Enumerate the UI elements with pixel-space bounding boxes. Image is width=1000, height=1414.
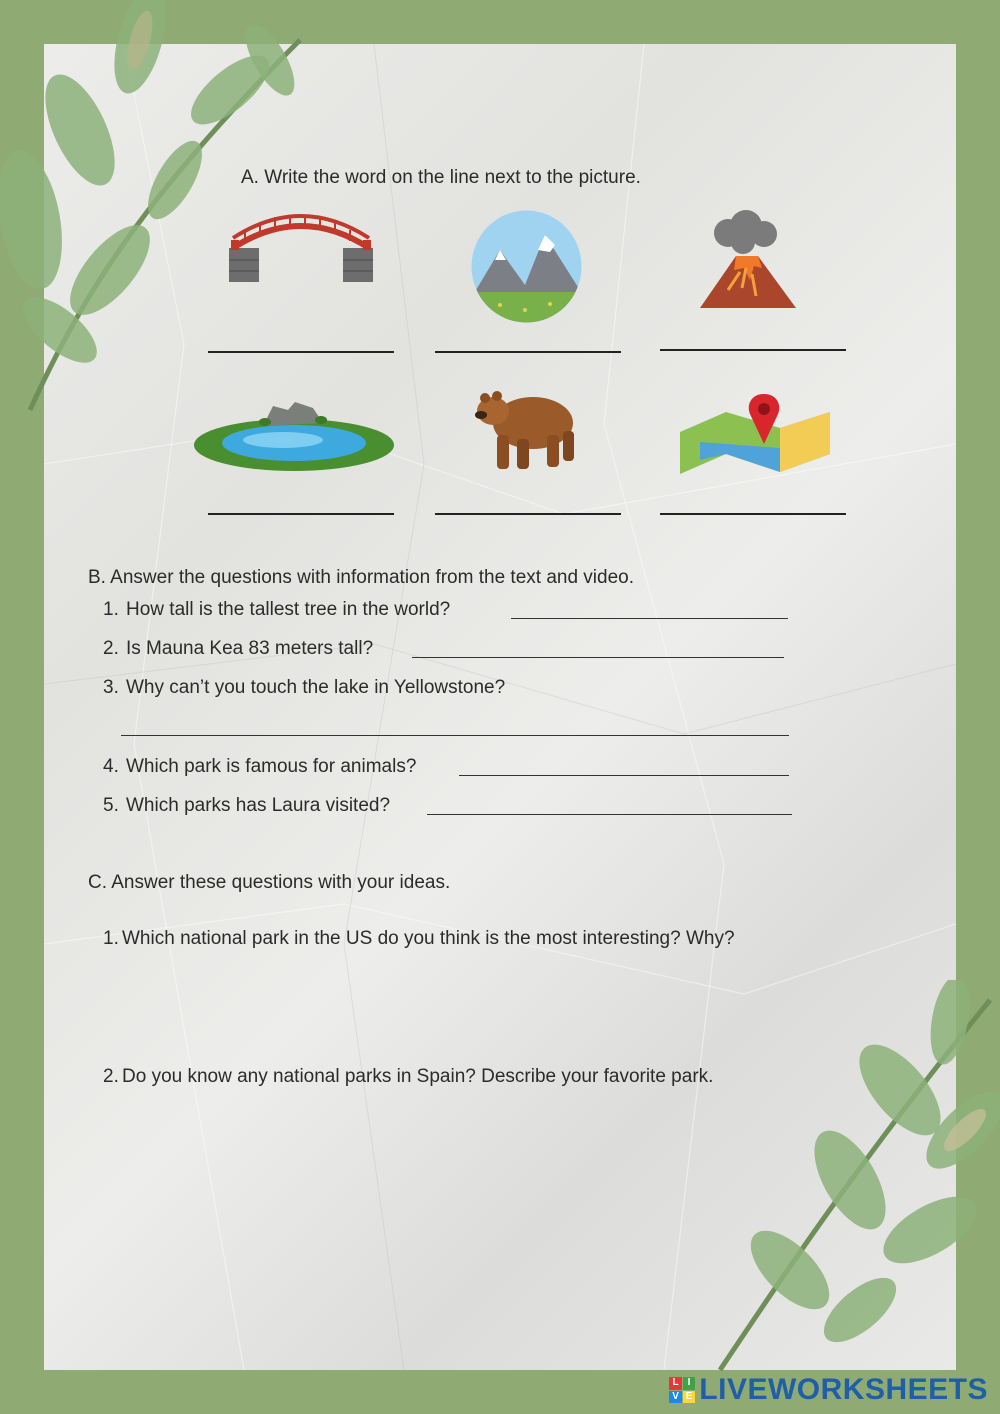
answer-area-c1[interactable] xyxy=(122,956,822,1056)
answer-line-b1[interactable] xyxy=(511,618,788,619)
answer-line-a3[interactable] xyxy=(660,349,846,351)
question-c2-text: Do you know any national parks in Spain? Describe your favorite park. xyxy=(122,1066,714,1087)
liveworksheets-brand xyxy=(669,1370,988,1410)
lake-icon xyxy=(193,398,395,473)
answer-line-a1[interactable] xyxy=(208,351,394,353)
question-b5-number: 5. xyxy=(103,795,119,816)
answer-line-a2[interactable] xyxy=(435,351,621,353)
question-b4-text: Which park is famous for animals? xyxy=(126,756,417,777)
question-b1-number: 1. xyxy=(103,599,119,620)
answer-line-a5[interactable] xyxy=(435,513,621,515)
question-b1-text: How tall is the tallest tree in the world? xyxy=(126,599,451,620)
question-c1-number: 1. xyxy=(103,928,119,949)
map-pin-icon xyxy=(680,392,830,476)
answer-line-a4[interactable] xyxy=(208,513,394,515)
answer-line-b4[interactable] xyxy=(459,775,789,776)
question-c2-number: 2. xyxy=(103,1066,119,1087)
question-c1-text: Which national park in the US do you think is the most interesting? Why? xyxy=(122,928,735,949)
answer-line-b2[interactable] xyxy=(412,657,784,658)
section-b-instruction: B. Answer the questions with information from the text and video. xyxy=(88,567,635,588)
bear-icon xyxy=(473,383,579,475)
bridge-icon xyxy=(225,210,377,285)
liveworksheets-wordmark: LIVEWORKSHEETS xyxy=(699,1373,988,1406)
question-b2-text: Is Mauna Kea 83 meters tall? xyxy=(126,638,374,659)
answer-line-b3[interactable] xyxy=(121,735,789,736)
question-b5-text: Which parks has Laura visited? xyxy=(126,795,391,816)
answer-area-c2[interactable] xyxy=(122,1094,722,1294)
liveworksheets-logo-icon: L I V E xyxy=(669,1377,695,1403)
question-b2-number: 2. xyxy=(103,638,119,659)
mountain-icon xyxy=(470,210,583,323)
section-c-instruction: C. Answer these questions with your ideas. xyxy=(88,872,451,893)
answer-line-a6[interactable] xyxy=(660,513,846,515)
volcano-icon xyxy=(698,208,798,312)
answer-line-b5[interactable] xyxy=(427,814,792,815)
question-b3-text: Why can’t you touch the lake in Yellowstone? xyxy=(126,677,506,698)
question-b4-number: 4. xyxy=(103,756,119,777)
question-b3-number: 3. xyxy=(103,677,119,698)
section-a-instruction: A. Write the word on the line next to the picture. xyxy=(241,167,641,188)
